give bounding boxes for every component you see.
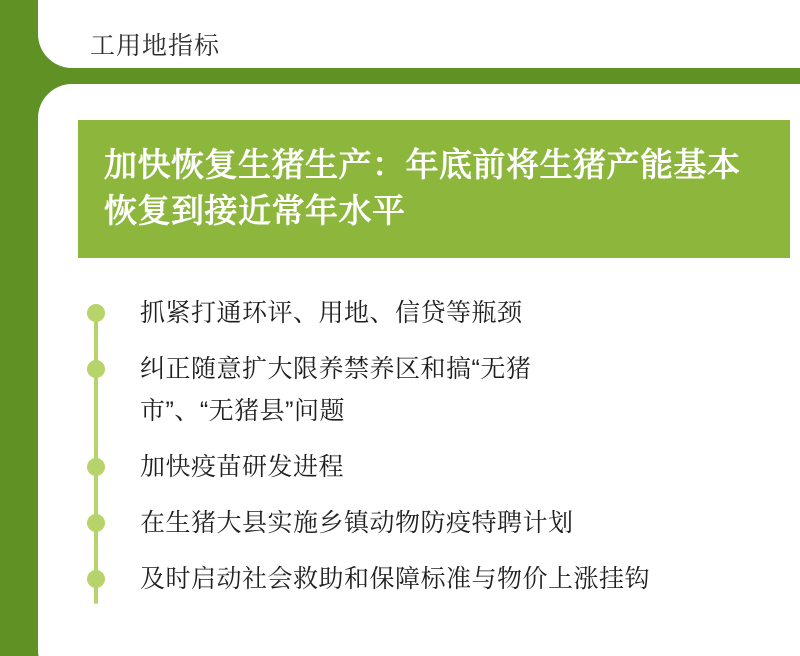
list-item-label-line2: 市”、“无猪县”问题	[140, 397, 345, 425]
bullet-dot-icon	[87, 570, 105, 588]
list-item-label	[140, 348, 790, 432]
previous-section-card	[38, 0, 800, 68]
list-item	[78, 292, 790, 334]
bullet-dot-icon	[87, 360, 105, 378]
previous-section-label: 工用地指标	[90, 32, 221, 60]
bullet-dot-icon	[87, 458, 105, 476]
section-headline-text: 加快恢复生猪生产：年底前将生猪产能基本恢复到接近常年水平	[104, 146, 741, 229]
list-item-label: 加快疫苗研发进程	[140, 453, 345, 481]
list-item	[78, 558, 790, 600]
list-item-label: 及时启动社会救助和保障标准与物价上涨挂钩	[140, 565, 651, 593]
list-item	[78, 502, 790, 544]
list-item	[78, 348, 790, 432]
section-card	[38, 84, 800, 656]
section-headline-banner	[78, 120, 790, 258]
list-item-label: 在生猪大县实施乡镇动物防疫特聘计划	[140, 509, 574, 537]
bullet-dot-icon	[87, 304, 105, 322]
list-item-label-line1: 纠正随意扩大限养禁养区和搞“无猪	[140, 355, 532, 383]
bullet-dot-icon	[87, 514, 105, 532]
list-item	[78, 446, 790, 488]
bullet-list	[78, 292, 790, 614]
list-item-label: 抓紧打通环评、用地、信贷等瓶颈	[140, 299, 523, 327]
